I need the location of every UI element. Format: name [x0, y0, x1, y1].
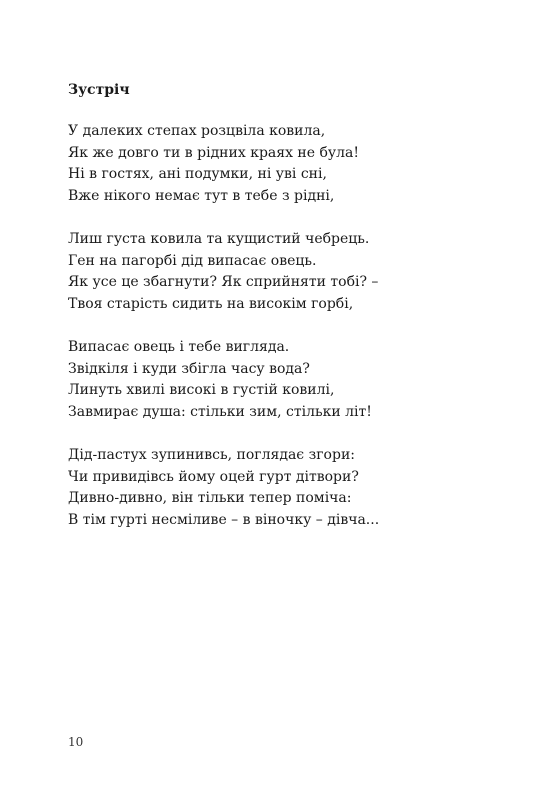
stanza-2 — [68, 229, 379, 315]
poem-line: Як усе це збагнути? Як сприйняти тобі? – — [68, 274, 379, 290]
poem-line: Дивно-дивно, він тільки тепер поміча: — [68, 490, 352, 506]
stanza-1 — [68, 121, 379, 207]
poem-line: Завмирає душа: стільки зим, стільки літ! — [68, 403, 372, 420]
stanza-3 — [68, 337, 379, 423]
poem-line: Твоя старість сидить на високім горбі, — [68, 295, 354, 312]
poem-line: Звідкіля і куди збігла часу вода? — [68, 360, 310, 377]
poem-line: Ген на пагорбі дід випасає овець. — [68, 252, 317, 269]
poem-line: Як же довго ти в рідних краях не була! — [68, 144, 360, 161]
poem-line: Лиш густа ковила та кущистий чебрець. — [68, 231, 370, 247]
page-number: 10 — [68, 735, 84, 749]
stanza-4 — [68, 445, 379, 531]
poem-line: Линуть хвилі високі в густій ковилі, — [68, 382, 335, 398]
poem-line: Чи привидівсь йому оцей гурт дітвори? — [68, 468, 359, 485]
poem-body — [68, 121, 379, 553]
poem-line: В тім гурті несміливе – в віночку – дівча... — [68, 511, 380, 528]
poem-line: Випасає овець і тебе вигляда. — [68, 339, 290, 355]
poem-line: Ні в гостях, ані подумки, ні уві сні, — [68, 166, 327, 182]
poem-line: Дід-пастух зупинивсь, поглядає згори: — [68, 447, 355, 463]
poem-line: У далеких степах розцвіла ковила, — [68, 123, 326, 139]
poem-line: Вже нікого немає тут в тебе з рідні, — [68, 187, 335, 204]
poem-title: Зустріч — [68, 82, 130, 98]
